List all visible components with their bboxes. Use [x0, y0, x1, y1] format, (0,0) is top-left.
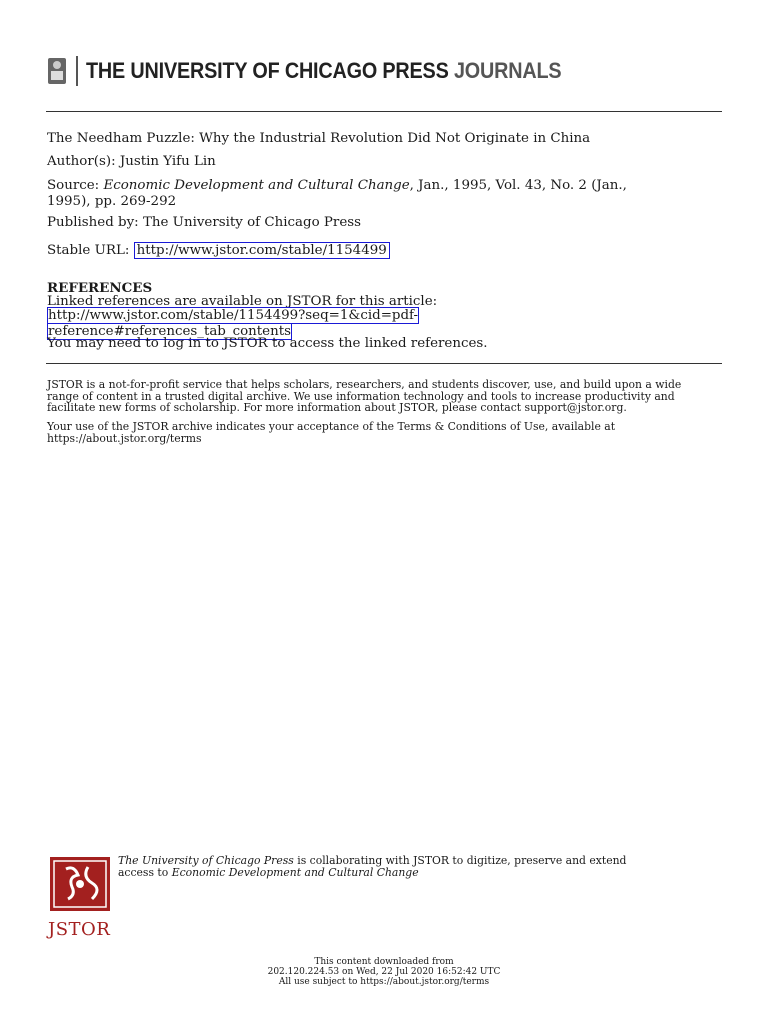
top-divider	[46, 111, 722, 112]
article-title: The Needham Puzzle: Why the Industrial Revolution Did Not Originate in China	[47, 131, 591, 146]
publisher-header	[46, 54, 614, 88]
stable-url-row: Stable URL: http://www.jstor.com/stable/1154499	[47, 243, 390, 259]
terms-notice: Your use of the JSTOR archive indicates your acceptance of the Terms & Conditions of Use, available at https://about.jstor.org/terms	[47, 420, 616, 445]
source-journal: Economic Development and Cultural Change	[103, 178, 410, 193]
article-publisher: Published by: The University of Chicago Press	[47, 215, 361, 230]
collaboration-note: The University of Chicago Press is collaborating with JSTOR to digitize, preserve and extend access to Economic Development and Cultural Change	[118, 854, 627, 879]
stable-url-link[interactable]: http://www.jstor.com/stable/1154499	[134, 242, 390, 259]
download-info: This content downloaded from 202.120.224.53 on Wed, 22 Jul 2020 16:52:42 UTC All use subject to https://about.jstor.org/terms	[267, 957, 501, 987]
jstor-notice: JSTOR is a not-for-profit service that helps scholars, researchers, and students discover, use, and build upon a wide range of content in a trusted digital archive. We use information technology and tools to increase productivity and facilitate new forms of scholarship. For more information about JSTOR, please contact support@jstor.org.	[47, 378, 682, 414]
jstor-logo	[48, 855, 112, 940]
jstor-seal-icon	[48, 855, 112, 913]
university-seal-icon	[46, 56, 68, 86]
logo-divider	[76, 56, 78, 86]
article-authors: Author(s): Justin Yifu Lin	[47, 154, 216, 169]
references-heading: REFERENCES	[47, 280, 153, 296]
jstor-wordmark: JSTOR	[48, 919, 111, 940]
references-intro: Linked references are available on JSTOR for this article:	[47, 294, 438, 309]
references-link[interactable]: http://www.jstor.com/stable/1154499?seq=1&cid=pdf- reference#references_tab_contents	[48, 308, 419, 339]
article-source: Source: Economic Development and Cultural Change, Jan., 1995, Vol. 43, No. 2 (Jan., 1995), pp. 269-292	[47, 178, 627, 209]
middle-divider	[46, 363, 722, 364]
references-login-note: You may need to log in to JSTOR to access the linked references.	[47, 336, 488, 351]
publisher-logo-text: THE UNIVERSITY OF CHICAGO PRESS JOURNALS	[86, 58, 562, 83]
